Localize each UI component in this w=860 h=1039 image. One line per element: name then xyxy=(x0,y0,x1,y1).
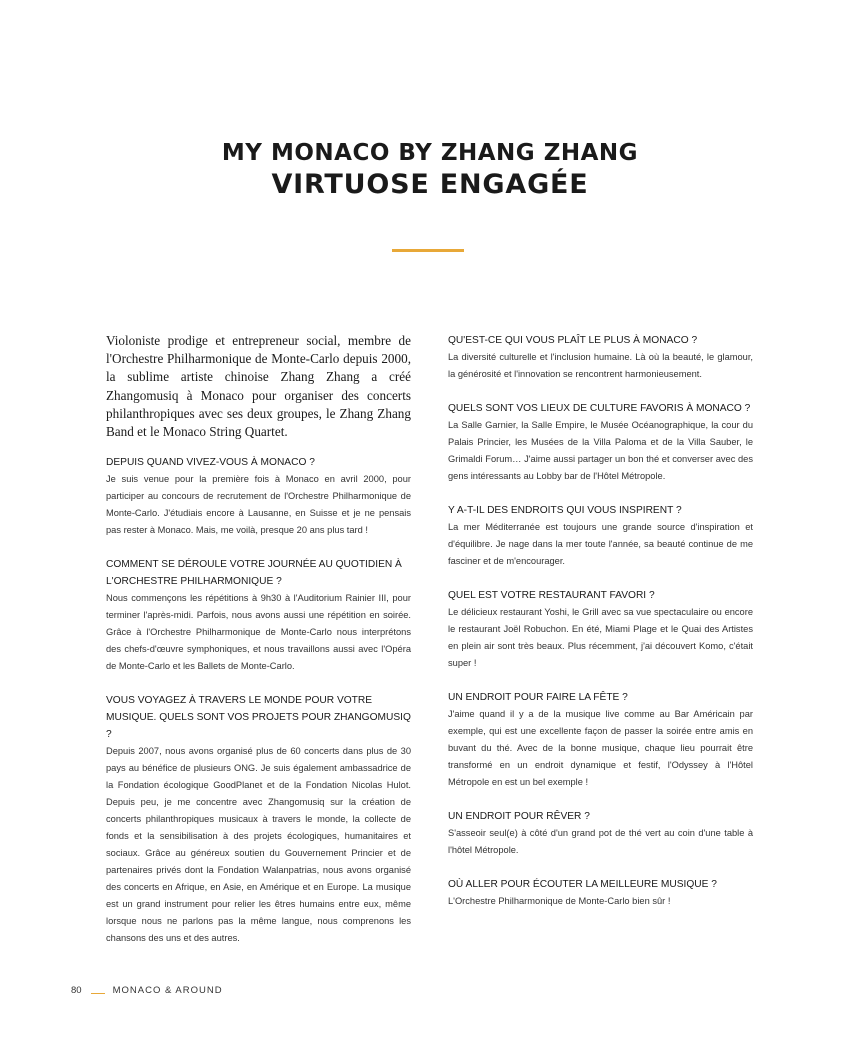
article-title xyxy=(0,138,860,202)
qa-block xyxy=(448,808,753,859)
publication-name: MONACO & AROUND xyxy=(112,985,223,996)
question: VOUS VOYAGEZ À TRAVERS LE MONDE POUR VOTRE MUSIQUE. QUELS SONT VOS PROJETS POUR ZHANGOMUSIQ ? xyxy=(106,695,411,741)
answer: J'aime quand il y a de la musique live comme au Bar Américain par exemple, qui est une excellente façon de passer la soirée entre amis en buvant du thé. Avec de la bonne musique, chaque lieu pourrait être transformé en un endroit dynamique et festif, l'Odyssey à l'Hôtel Métropole en est un bel exemple ! xyxy=(448,709,753,787)
qa-block xyxy=(106,692,411,947)
question: Y A-T-IL DES ENDROITS QUI VOUS INSPIRENT ? xyxy=(448,505,682,516)
question: UN ENDROIT POUR RÊVER ? xyxy=(448,811,590,822)
question: QUEL EST VOTRE RESTAURANT FAVORI ? xyxy=(448,590,655,601)
left-column xyxy=(106,332,411,964)
footer-divider xyxy=(91,993,105,994)
answer: La mer Méditerranée est toujours une grande source d'inspiration et d'équilibre. Je nage dans la mer toute l'année, sa beauté continue de me fasciner et de m'encourager. xyxy=(448,522,753,566)
qa-block xyxy=(448,689,753,791)
question: OÙ ALLER POUR ÉCOUTER LA MEILLEURE MUSIQUE ? xyxy=(448,879,717,890)
answer: La diversité culturelle et l'inclusion humaine. Là où la beauté, le glamour, la générosité et l'innovation se rencontrent harmonieusement. xyxy=(448,352,753,379)
answer: La Salle Garnier, la Salle Empire, le Musée Océanographique, la cour du Palais Princier, les Musées de la Villa Paloma et de la Villa Sauber, le Grimaldi Forum… J'aime aussi partager un bon thé et converser avec des gens intéressants au Lobby bar de l'Hôtel Métropole. xyxy=(448,420,753,481)
question: COMMENT SE DÉROULE VOTRE JOURNÉE AU QUOTIDIEN À L'ORCHESTRE PHILHARMONIQUE ? xyxy=(106,559,402,588)
qa-block xyxy=(448,332,753,383)
title-line-1: MY MONACO BY ZHANG ZHANG xyxy=(221,140,639,166)
question: DEPUIS QUAND VIVEZ-VOUS À MONACO ? xyxy=(106,457,315,469)
qa-block xyxy=(448,400,753,485)
question: QUELS SONT VOS LIEUX DE CULTURE FAVORIS À MONACO ? xyxy=(448,403,751,414)
qa-block xyxy=(448,587,753,672)
page-footer xyxy=(71,985,223,996)
qa-block xyxy=(106,454,411,539)
answer: L'Orchestre Philharmonique de Monte-Carlo bien sûr ! xyxy=(448,896,671,906)
answer: Je suis venue pour la première fois à Monaco en avril 2000, pour participer au concours de recrutement de l'Orchestre Philharmonique de Monte-Carlo. J'étudiais encore à Lausanne, en Suisse et je ne pensais pas rester à Monaco. Mais, me voilà, presque 20 ans plus tard ! xyxy=(106,474,411,536)
question: UN ENDROIT POUR FAIRE LA FÊTE ? xyxy=(448,692,628,703)
qa-block xyxy=(106,556,411,675)
answer: S'asseoir seul(e) à côté d'un grand pot de thé vert au coin d'une table à l'hôtel Métropole. xyxy=(448,828,753,855)
accent-divider xyxy=(392,249,464,252)
qa-block xyxy=(448,876,753,910)
intro-paragraph: Violoniste prodige et entrepreneur social, membre de l'Orchestre Philharmonique de Monte-Carlo depuis 2000, la sublime artiste chinoise Zhang Zhang a créé Zhangomusiq à Monaco pour organiser des concerts philanthropiques avec ses deux groupes, le Zhang Zhang Band et le Monaco String Quartet. xyxy=(106,333,411,440)
qa-block xyxy=(448,502,753,570)
page-number: 80 xyxy=(71,985,82,996)
question: QU'EST-CE QUI VOUS PLAÎT LE PLUS À MONACO ? xyxy=(448,335,698,346)
answer: Nous commençons les répétitions à 9h30 à l'Auditorium Rainier III, pour terminer l'après-midi. Parfois, nous avons aussi une répétition en soirée. Grâce à l'Orchestre Philharmonique de Monte-Carlo nous interprétons des chefs-d'œuvre symphoniques, et nous travaillons aussi avec l'Opéra de Monte-Carlo et les Ballets de Monte-Carlo. xyxy=(106,593,411,672)
answer: Le délicieux restaurant Yoshi, le Grill avec sa vue spectaculaire ou encore le restaurant Joël Robuchon. En été, Miami Plage et le Quai des Artistes en plein air sont très beaux. Plus récemment, j'ai découvert Komo, c'était super ! xyxy=(448,607,753,668)
right-column xyxy=(448,332,753,927)
answer: Depuis 2007, nous avons organisé plus de 60 concerts dans plus de 30 pays au bénéfice de plusieurs ONG. Je suis également ambassadrice de la Fondation écologique GoodPlanet et de la Fondation Nicolas Hulot. Depuis peu, je me concentre avec Zhangomusiq sur la création de concerts philanthropiques musicaux à travers le monde, la collecte de fonds et la sensibilisation à des projets écologiques, humanitaires et sociaux. Grâce au généreux soutien du Gouvernement Princier et de partenaires privés dont la Fondation Walanpatrias, nous avons organisé des concerts en Afrique, en Asie, en Amérique et en Europe. La musique est un grand instrument pour relier les êtres humains entre eux, même lorsque nous ne parlons pas la même langue, nous comprenons les chansons des uns et des autres. xyxy=(106,746,411,944)
title-line-2: VIRTUOSE ENGAGÉE xyxy=(271,169,589,200)
